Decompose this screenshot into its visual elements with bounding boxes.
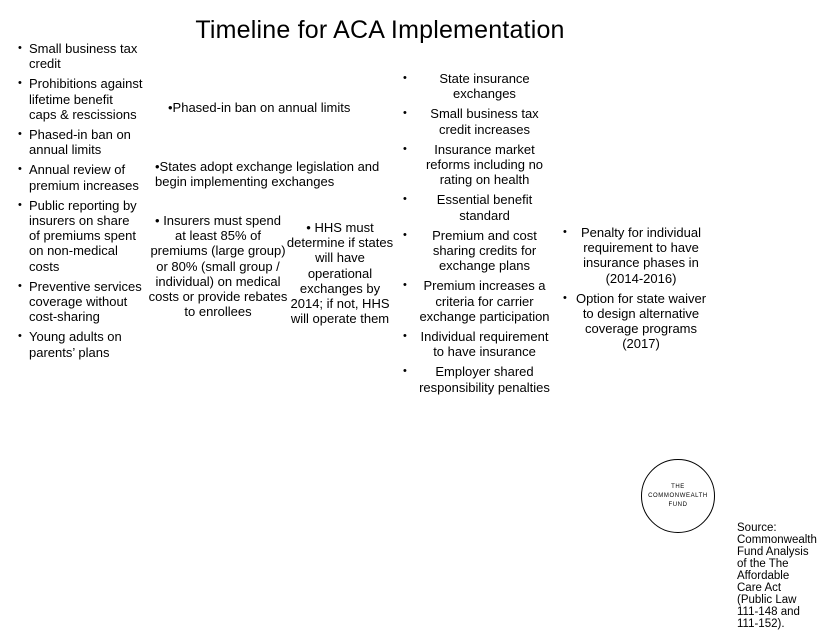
list-item: • Employer shared responsibility penalties — [403, 364, 555, 394]
list-item: • Prohibitions against lifetime benefit caps & rescissions — [18, 76, 143, 122]
logo-line: THE — [671, 483, 685, 490]
page-title: Timeline for ACA Implementation — [195, 16, 565, 44]
list-item: • Preventive services coverage without cost-sharing — [18, 279, 143, 325]
list-item: • Premium increases a criteria for carrier exchange participation — [403, 278, 555, 324]
column-2010-list — [18, 41, 143, 365]
column-hhs-item: • HHS must determine if states will have operational exchanges by 2014; if not, HHS will operate them — [286, 220, 394, 327]
list-item: • Option for state waiver to design alternative coverage programs (2017) — [563, 291, 708, 352]
list-item: • Public reporting by insurers on share of premiums spent on non-medical costs — [18, 198, 143, 274]
column-2011-item-annual-limits: •Phased-in ban on annual limits — [168, 100, 351, 115]
list-item: • Premium and cost sharing credits for exchange plans — [403, 228, 555, 274]
column-2014-list — [403, 71, 555, 400]
column-2012-item-exchange-legislation: •States adopt exchange legislation and begin implementing exchanges — [155, 159, 380, 190]
list-item: • Phased-in ban on annual limits — [18, 127, 143, 157]
column-2016-list — [563, 225, 708, 357]
list-item: • Small business tax credit — [18, 41, 143, 71]
logo-line: COMMONWEALTH — [648, 492, 708, 499]
list-item: • Essential benefit standard — [403, 192, 555, 222]
list-item: • Small business tax credit increases — [403, 106, 555, 136]
source-citation: Source: Commonwealth Fund Analysis of the The Affordable Care Act (Public Law 111-148 and 111-152). — [737, 522, 817, 630]
list-item: • Penalty for individual requirement to have insurance phases in (2014-2016) — [563, 225, 708, 286]
commonwealth-fund-logo — [641, 459, 715, 533]
list-item: • Insurance market reforms including no rating on health — [403, 142, 555, 188]
list-item: • State insurance exchanges — [403, 71, 555, 101]
list-item: • Annual review of premium increases — [18, 162, 143, 192]
column-mlr-item: • Insurers must spend at least 85% of premiums (large group) or 80% (small group / individual) on medical costs or provide rebates to enrollees — [148, 213, 288, 320]
list-item: • Individual requirement to have insurance — [403, 329, 555, 359]
list-item: • Young adults on parents’ plans — [18, 329, 143, 359]
logo-line: FUND — [668, 501, 688, 508]
